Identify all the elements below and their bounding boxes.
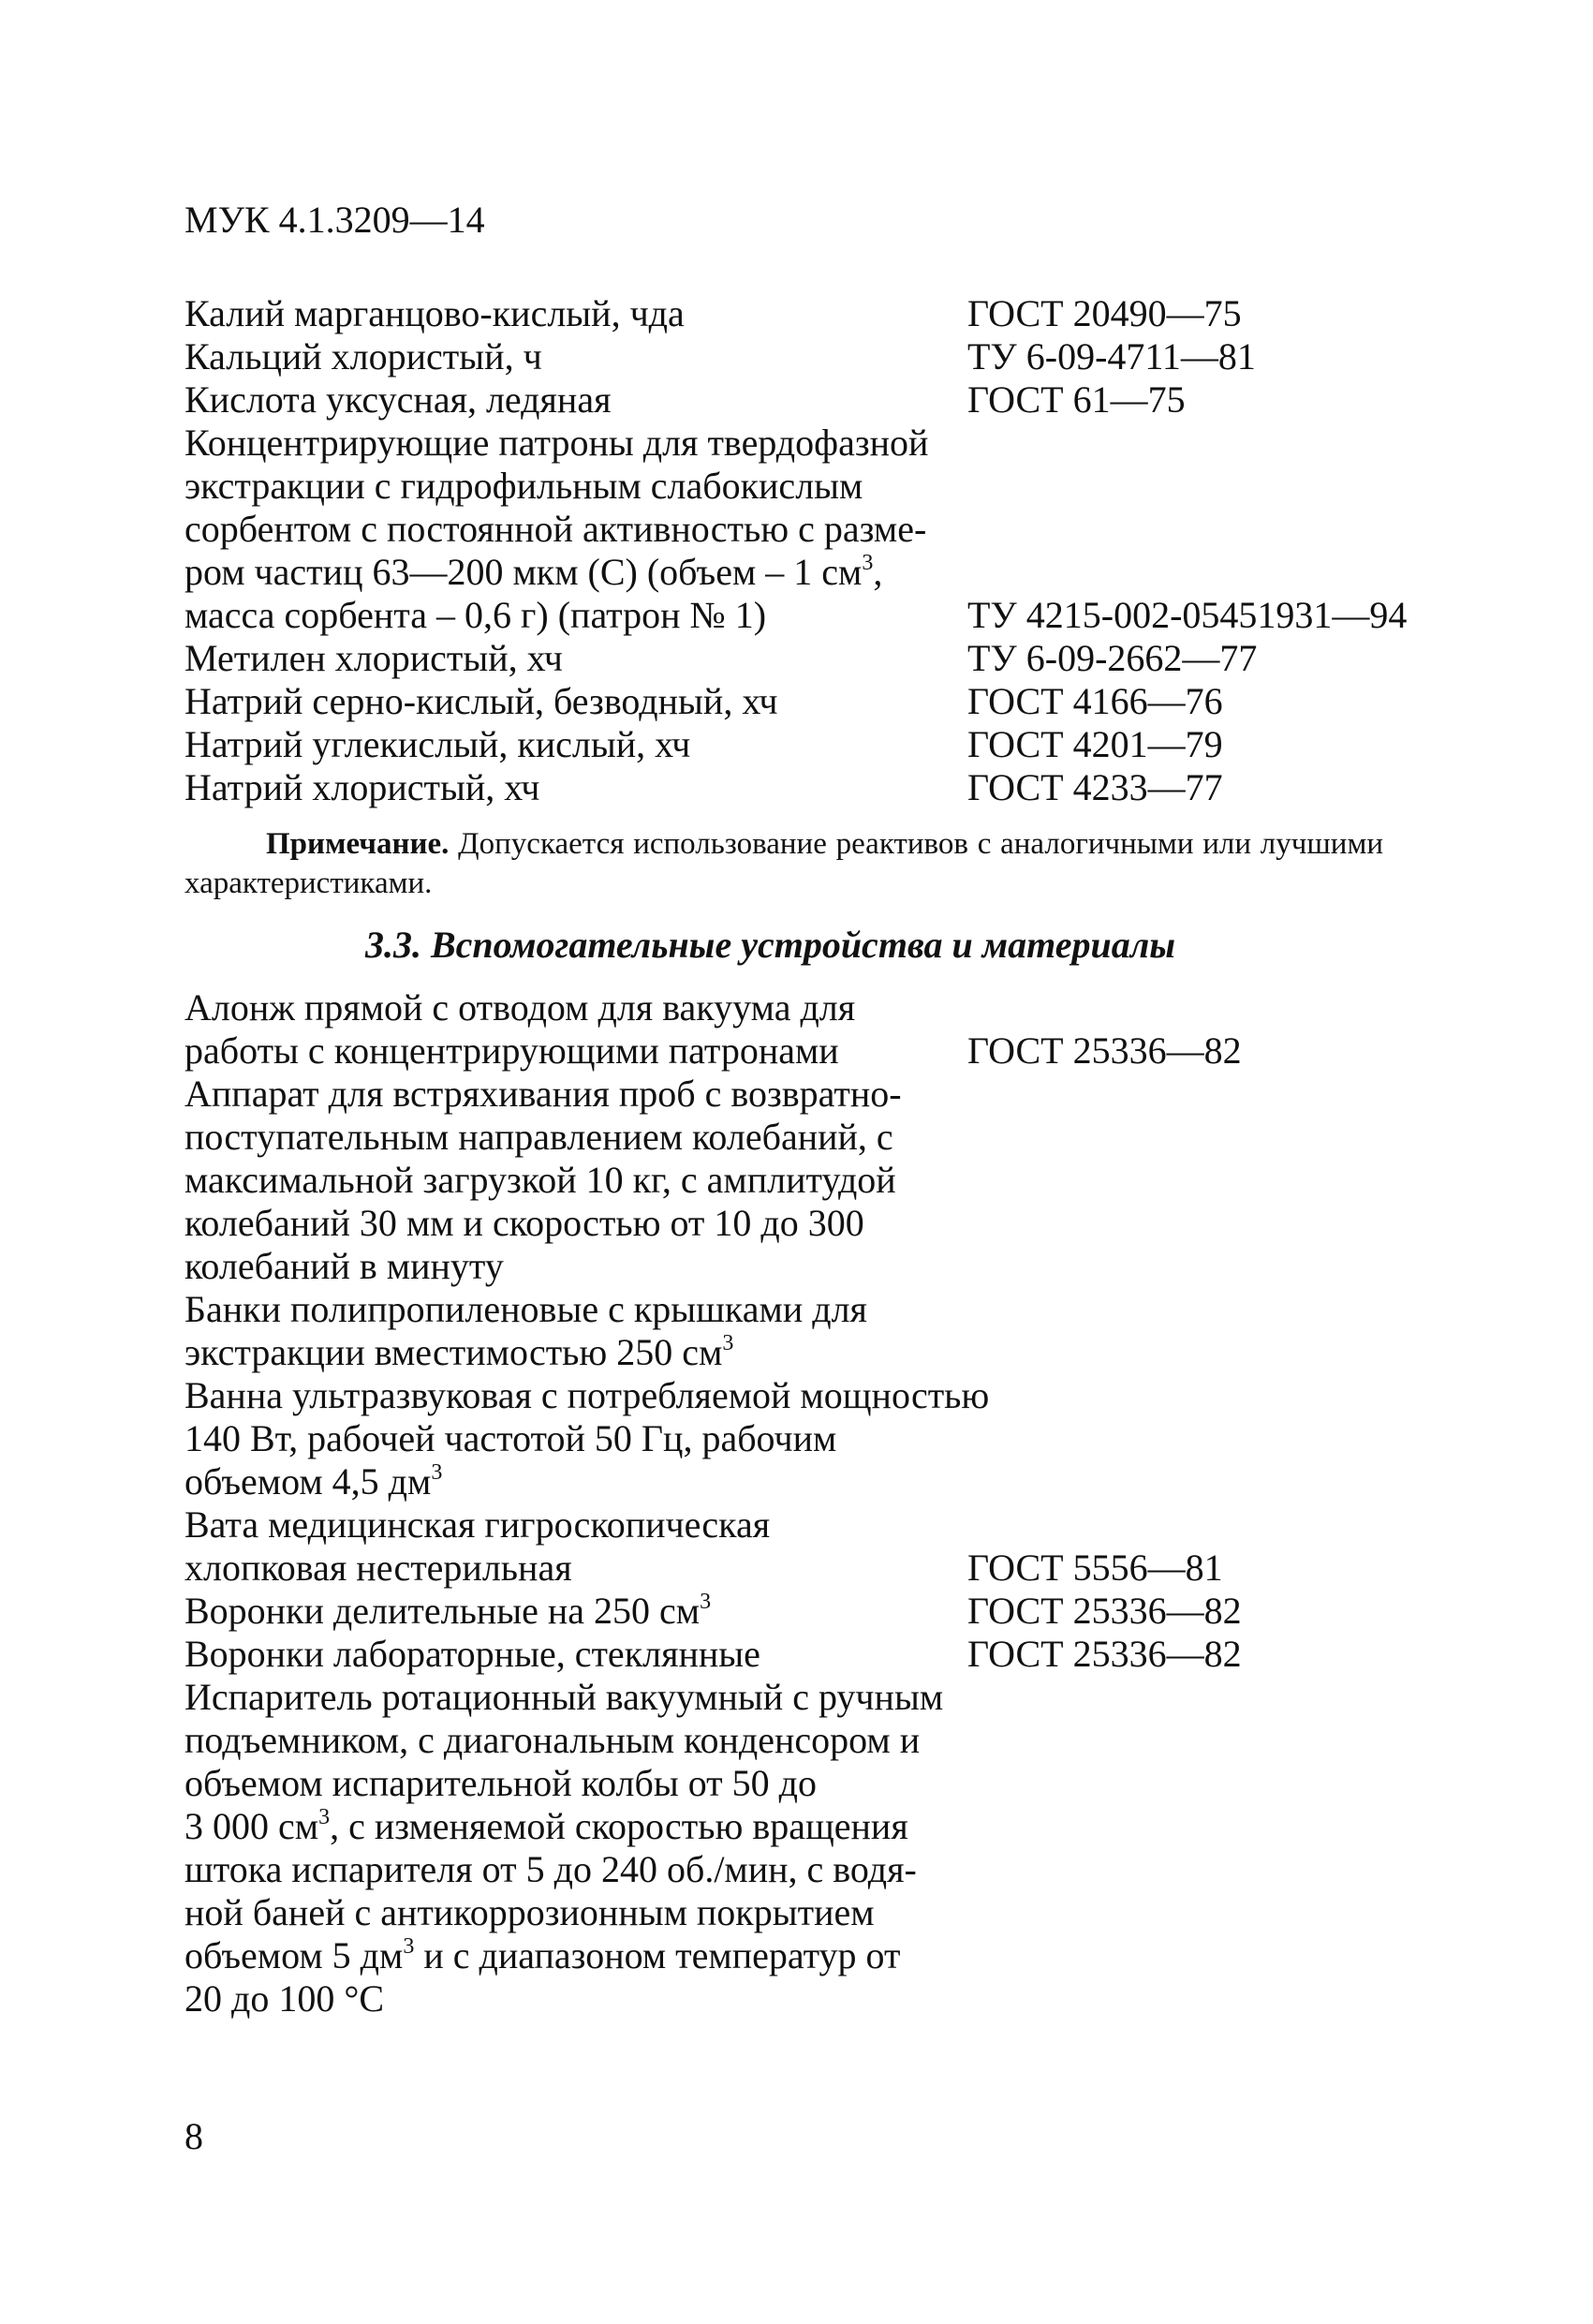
equipment-line xyxy=(184,1848,1439,1891)
reagent-entry xyxy=(184,637,1439,680)
equipment-text: объемом 5 дм xyxy=(184,1934,404,1976)
equipment-line xyxy=(184,1073,1439,1116)
reagent-text: масса сорбента – 0,6 г) (патрон № 1) xyxy=(184,594,767,636)
equipment-entry xyxy=(184,1503,1439,1590)
equipment-list xyxy=(184,986,1439,2021)
reagent-entry xyxy=(184,292,1439,335)
reagent-standard: ТУ 6-09-4711—81 xyxy=(967,335,1256,377)
equipment-text-continuation: и с диапазоном температур от xyxy=(414,1934,901,1976)
equipment-entry xyxy=(184,1633,1439,1676)
reagent-list xyxy=(184,292,1439,809)
equipment-text: Воронки лабораторные, стеклянные xyxy=(184,1633,760,1675)
superscript: 3 xyxy=(403,1934,415,1959)
equipment-line xyxy=(184,1719,1439,1762)
equipment-line xyxy=(184,1202,1439,1245)
equipment-line xyxy=(184,1633,1439,1676)
reagent-entry xyxy=(184,378,1439,422)
equipment-standard: ГОСТ 25336—82 xyxy=(967,1029,1242,1072)
equipment-line xyxy=(184,1934,1439,1977)
equipment-text: Испаритель ротационный вакуумный с ручным xyxy=(184,1676,944,1718)
equipment-entry xyxy=(184,986,1439,1073)
equipment-standard: ГОСТ 25336—82 xyxy=(967,1633,1242,1675)
superscript: 3 xyxy=(431,1460,443,1485)
equipment-line xyxy=(184,1460,1439,1503)
equipment-text: работы с концентрирующими патронами xyxy=(184,1029,839,1072)
reagent-text: Натрий хлористый, хч xyxy=(184,766,540,808)
equipment-text: экстракции вместимостью 250 см xyxy=(184,1331,723,1373)
reagent-line xyxy=(184,680,1439,723)
equipment-line xyxy=(184,1977,1439,2021)
reagent-standard: ТУ 4215-002-05451931—94 xyxy=(967,594,1408,636)
equipment-text: ной баней с антикоррозионным покрытием xyxy=(184,1891,875,1933)
equipment-entry xyxy=(184,1374,1439,1503)
equipment-text: Ванна ультразвуковая с потребляемой мощностью xyxy=(184,1374,990,1416)
equipment-line xyxy=(184,1159,1439,1202)
equipment-line xyxy=(184,1245,1439,1288)
reagent-text: Метилен хлористый, хч xyxy=(184,637,563,679)
equipment-text: Воронки делительные на 250 см xyxy=(184,1590,701,1632)
equipment-text: штока испарителя от 5 до 240 об./мин, с водя- xyxy=(184,1848,917,1890)
note-label: Примечание. xyxy=(266,827,450,861)
equipment-text: максимальной загрузкой 10 кг, с амплитудой xyxy=(184,1159,896,1201)
reagent-standard: ГОСТ 4166—76 xyxy=(967,680,1223,722)
equipment-text: Алонж прямой с отводом для вакуума для xyxy=(184,986,856,1029)
reagent-standard: ГОСТ 4201—79 xyxy=(967,723,1223,765)
equipment-text: 3 000 см xyxy=(184,1805,319,1847)
reagent-text: ром частиц 63—200 мкм (С) (объем – 1 см xyxy=(184,551,863,593)
reagent-line xyxy=(184,551,1439,594)
reagent-line xyxy=(184,422,1439,465)
reagent-entry xyxy=(184,723,1439,766)
superscript: 3 xyxy=(862,551,874,575)
reagent-line xyxy=(184,292,1439,335)
equipment-line xyxy=(184,1676,1439,1719)
equipment-line xyxy=(184,1331,1439,1374)
reagent-text: Натрий углекислый, кислый, хч xyxy=(184,723,691,765)
reagent-text: Натрий серно-кислый, безводный, хч xyxy=(184,680,778,722)
superscript: 3 xyxy=(318,1805,331,1829)
reagent-text-continuation: , xyxy=(873,551,883,593)
equipment-text: Банки полипропиленовые с крышками для xyxy=(184,1288,867,1330)
note-text: Допускается использование реактивов с аналогичными или лучшими характеристиками. xyxy=(184,827,1383,900)
equipment-entry xyxy=(184,1073,1439,1288)
section-heading: 3.3. Вспомогательные устройства и материалы xyxy=(365,924,1176,966)
equipment-line xyxy=(184,1116,1439,1159)
equipment-line xyxy=(184,986,1439,1029)
equipment-entry xyxy=(184,1288,1439,1374)
equipment-text: колебаний 30 мм и скоростью от 10 до 300 xyxy=(184,1202,864,1244)
equipment-line xyxy=(184,1805,1439,1848)
note xyxy=(184,824,1383,903)
equipment-entry xyxy=(184,1590,1439,1633)
reagent-entry xyxy=(184,680,1439,723)
equipment-line xyxy=(184,1891,1439,1934)
reagent-line xyxy=(184,766,1439,809)
equipment-line xyxy=(184,1547,1439,1590)
document-code: МУК 4.1.3209—14 xyxy=(184,199,485,241)
equipment-line xyxy=(184,1029,1439,1073)
equipment-line xyxy=(184,1374,1439,1417)
reagent-text: Кислота уксусная, ледяная xyxy=(184,378,612,421)
superscript: 3 xyxy=(722,1331,734,1355)
equipment-line xyxy=(184,1417,1439,1460)
equipment-text: 20 до 100 °С xyxy=(184,1977,385,2020)
equipment-line xyxy=(184,1590,1439,1633)
equipment-text: поступательным направлением колебаний, с xyxy=(184,1116,893,1158)
reagent-text: экстракции с гидрофильным слабокислым xyxy=(184,465,863,507)
reagent-entry xyxy=(184,422,1439,637)
reagent-standard: ТУ 6-09-2662—77 xyxy=(967,637,1258,679)
reagent-entry xyxy=(184,335,1439,378)
reagent-line xyxy=(184,465,1439,508)
reagent-standard: ГОСТ 20490—75 xyxy=(967,292,1242,334)
reagent-standard: ГОСТ 61—75 xyxy=(967,378,1186,421)
equipment-line xyxy=(184,1503,1439,1547)
reagent-line xyxy=(184,508,1439,551)
reagent-text: сорбентом с постоянной активностью с разме- xyxy=(184,508,927,550)
equipment-text: хлопковая нестерильная xyxy=(184,1547,572,1589)
reagent-line xyxy=(184,378,1439,422)
equipment-text: подъемником, с диагональным конденсором и xyxy=(184,1719,921,1761)
equipment-line xyxy=(184,1762,1439,1805)
reagent-standard: ГОСТ 4233—77 xyxy=(967,766,1223,808)
page-number: 8 xyxy=(184,2115,203,2157)
equipment-text: Вата медицинская гигроскопическая xyxy=(184,1503,771,1546)
equipment-standard: ГОСТ 5556—81 xyxy=(967,1547,1223,1589)
reagent-text: Калий марганцово-кислый, чда xyxy=(184,292,685,334)
equipment-text: объемом испарительной колбы от 50 до xyxy=(184,1762,817,1804)
equipment-text: Аппарат для встряхивания проб с возвратно- xyxy=(184,1073,902,1115)
reagent-text: Кальций хлористый, ч xyxy=(184,335,542,377)
equipment-text-continuation: , с изменяемой скоростью вращения xyxy=(330,1805,908,1847)
reagent-entry xyxy=(184,766,1439,809)
equipment-text: 140 Вт, рабочей частотой 50 Гц, рабочим xyxy=(184,1417,837,1459)
equipment-line xyxy=(184,1288,1439,1331)
equipment-entry xyxy=(184,1676,1439,2021)
reagent-text: Концентрирующие патроны для твердофазной xyxy=(184,422,929,464)
equipment-text: колебаний в минуту xyxy=(184,1245,504,1287)
equipment-text: объемом 4,5 дм xyxy=(184,1460,432,1502)
reagent-line xyxy=(184,723,1439,766)
equipment-standard: ГОСТ 25336—82 xyxy=(967,1590,1242,1632)
superscript: 3 xyxy=(700,1590,712,1614)
